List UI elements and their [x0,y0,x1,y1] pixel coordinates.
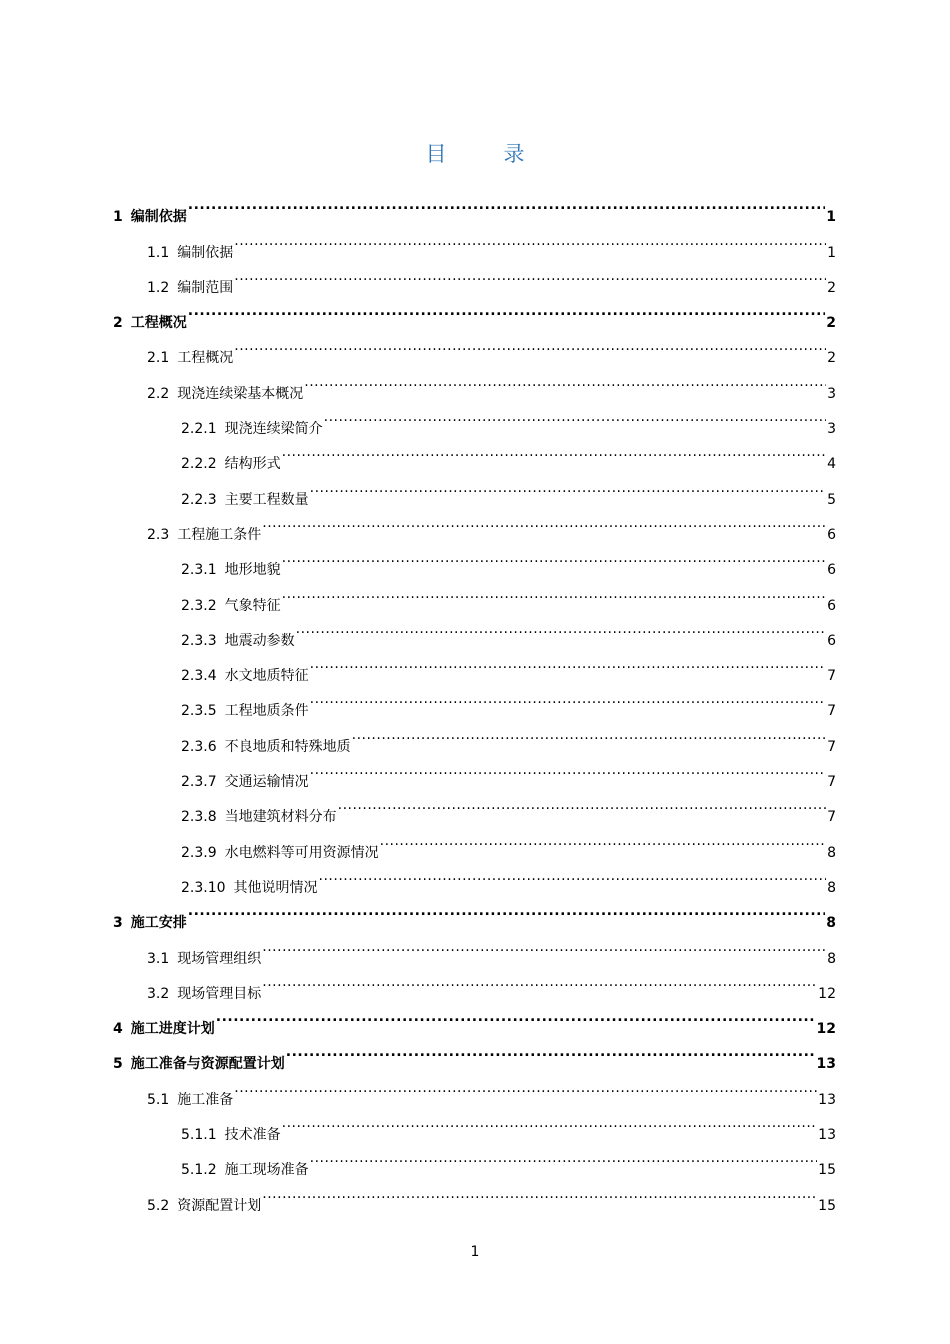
toc-entry[interactable] [113,468,836,508]
toc-entry-page: 6 [827,597,836,614]
toc-entry-number: 2.3.9 [181,844,217,861]
toc-entry-title: 现场管理组织 [177,950,262,967]
toc-entry[interactable] [113,574,836,614]
toc-dot-leader [324,398,826,433]
toc-entry-title: 交通运输情况 [224,774,309,791]
toc-entry-title: 施工准备与资源配置计划 [130,1056,285,1073]
toc-entry-number: 5.2 [147,1197,170,1214]
toc-entry-title: 施工现场准备 [224,1162,309,1179]
toc-entry-title: 编制范围 [177,279,234,296]
toc-entry-page: 8 [826,915,836,932]
toc-entry-page: 15 [818,1162,836,1179]
toc-entry-title: 技术准备 [224,1127,281,1144]
toc-entry[interactable] [113,998,836,1038]
toc-entry-page: 4 [827,456,836,473]
toc-entry[interactable] [113,327,836,367]
toc-entry-page: 12 [816,1021,836,1038]
toc-entry-number: 3 [113,915,123,932]
toc-entry-title: 施工准备 [177,1091,234,1108]
toc-entry-title: 现浇连续梁简介 [224,421,323,438]
toc-entry-page: 6 [827,526,836,543]
toc-entry-page: 8 [827,879,836,896]
toc-entry-number: 2.2.3 [181,491,217,508]
toc-entry[interactable] [113,821,836,861]
toc-dot-leader [319,857,827,892]
toc-entry-page: 13 [818,1091,836,1108]
toc-entry-number: 2.3.8 [181,809,217,826]
toc-entry-number: 5.1 [147,1091,170,1108]
toc-entry-number: 2.3.4 [181,668,217,685]
toc-entry-title: 工程施工条件 [177,526,262,543]
toc-dot-leader [262,963,817,998]
toc-entry[interactable] [113,292,836,332]
table-of-contents [113,186,836,1214]
toc-dot-leader [188,292,826,327]
toc-dot-leader [310,680,826,715]
toc-entry-page: 2 [827,350,836,367]
toc-entry-title: 当地建筑材料分布 [224,809,337,826]
toc-dot-leader [234,221,826,256]
toc-entry-number: 1.2 [147,279,170,296]
toc-entry-number: 2.3.1 [181,562,217,579]
toc-entry-page: 2 [826,315,836,332]
toc-entry-number: 5.1.2 [181,1162,217,1179]
toc-entry-number: 5.1.1 [181,1127,217,1144]
toc-dot-leader [234,1068,817,1103]
toc-dot-leader [310,1139,818,1174]
toc-entry-number: 2.3.5 [181,703,217,720]
toc-entry[interactable] [113,433,836,473]
toc-entry[interactable] [113,1033,836,1073]
toc-entry[interactable] [113,715,836,755]
toc-entry-title: 现浇连续梁基本概况 [177,385,304,402]
toc-entry-number: 2.2 [147,385,170,402]
toc-entry[interactable] [113,221,836,261]
toc-entry-number: 2.3 [147,526,170,543]
toc-entry-title: 其他说明情况 [233,879,318,896]
toc-entry-title: 编制依据 [130,209,187,226]
toc-entry-number: 2.2.1 [181,421,217,438]
toc-entry-page: 6 [827,632,836,649]
toc-entry-page: 2 [827,279,836,296]
toc-entry-title: 主要工程数量 [224,491,309,508]
toc-entry[interactable] [113,927,836,967]
toc-entry-number: 3.1 [147,950,170,967]
toc-dot-leader [282,539,826,574]
toc-entry[interactable] [113,1174,836,1214]
toc-entry-page: 8 [827,950,836,967]
page-number: 1 [470,1244,480,1260]
toc-entry-page: 7 [827,809,836,826]
toc-dot-leader [352,715,826,750]
toc-dot-leader [338,786,826,821]
toc-dot-leader [380,821,826,856]
toc-dot-leader [282,574,826,609]
toc-dot-leader [310,468,826,503]
toc-dot-leader [282,433,826,468]
toc-entry[interactable] [113,645,836,685]
toc-entry-page: 6 [827,562,836,579]
toc-entry[interactable] [113,610,836,649]
toc-entry-title: 气象特征 [224,597,281,614]
toc-entry-title: 水文地质特征 [224,668,309,685]
toc-entry[interactable] [113,751,836,791]
toc-entry-number: 2.3.6 [181,738,217,755]
toc-entry-page: 3 [827,421,836,438]
toc-dot-leader [310,645,826,680]
toc-entry-number: 2.1 [147,350,170,367]
toc-dot-leader [262,504,826,539]
toc-entry-title: 工程概况 [177,350,234,367]
toc-entry-title: 资源配置计划 [177,1197,262,1214]
toc-entry-title: 地震动参数 [224,632,295,649]
toc-entry-title: 水电燃料等可用资源情况 [224,844,379,861]
toc-entry-number: 2.3.10 [181,879,226,896]
toc-entry-number: 2.3.2 [181,597,217,614]
toc-entry-number: 2.3.3 [181,632,217,649]
toc-entry[interactable] [113,1139,836,1179]
toc-dot-leader [262,1174,817,1209]
toc-entry-page: 3 [827,385,836,402]
toc-entry-title: 现场管理目标 [177,985,262,1002]
toc-entry-number: 3.2 [147,985,170,1002]
toc-entry-number: 2 [113,315,123,332]
toc-entry-page: 8 [827,844,836,861]
toc-dot-leader [296,610,826,645]
toc-entry-page: 12 [818,985,836,1002]
toc-entry-page: 15 [818,1197,836,1214]
toc-entry-number: 1.1 [147,244,170,261]
toc-entry[interactable] [113,892,836,932]
toc-dot-leader [286,1033,816,1068]
toc-entry-title: 结构形式 [224,456,281,473]
toc-entry[interactable] [113,504,836,543]
toc-entry-page: 7 [827,668,836,685]
toc-entry-number: 2.2.2 [181,456,217,473]
toc-entry[interactable] [113,186,836,226]
toc-title: 目 录 [425,142,543,166]
toc-entry-number: 4 [113,1021,123,1038]
toc-entry[interactable] [113,786,836,826]
toc-entry-title: 施工安排 [130,915,187,932]
toc-entry-title: 不良地质和特殊地质 [224,738,351,755]
toc-entry-title: 工程地质条件 [224,703,309,720]
toc-entry-number: 1 [113,209,123,226]
toc-entry[interactable] [113,680,836,720]
toc-entry-title: 工程概况 [130,315,187,332]
toc-entry-number: 2.3.7 [181,774,217,791]
toc-dot-leader [282,1104,818,1139]
toc-dot-leader [234,257,826,292]
toc-entry-title: 编制依据 [177,244,234,261]
toc-entry-page: 1 [826,209,836,226]
toc-entry-page: 5 [827,491,836,508]
toc-dot-leader [188,892,826,927]
toc-dot-leader [262,927,826,962]
toc-entry-page: 13 [816,1056,836,1073]
toc-entry-page: 7 [827,774,836,791]
toc-entry-title: 施工进度计划 [130,1021,215,1038]
toc-entry-number: 5 [113,1056,123,1073]
toc-dot-leader [188,186,826,221]
toc-entry-page: 13 [818,1127,836,1144]
toc-dot-leader [234,327,826,362]
toc-entry-page: 7 [827,703,836,720]
toc-dot-leader [310,751,826,786]
toc-entry-page: 1 [827,244,836,261]
toc-dot-leader [304,362,826,397]
toc-entry-page: 7 [827,738,836,755]
toc-entry[interactable] [113,857,836,896]
toc-entry-title: 地形地貌 [224,562,281,579]
toc-dot-leader [216,998,816,1033]
